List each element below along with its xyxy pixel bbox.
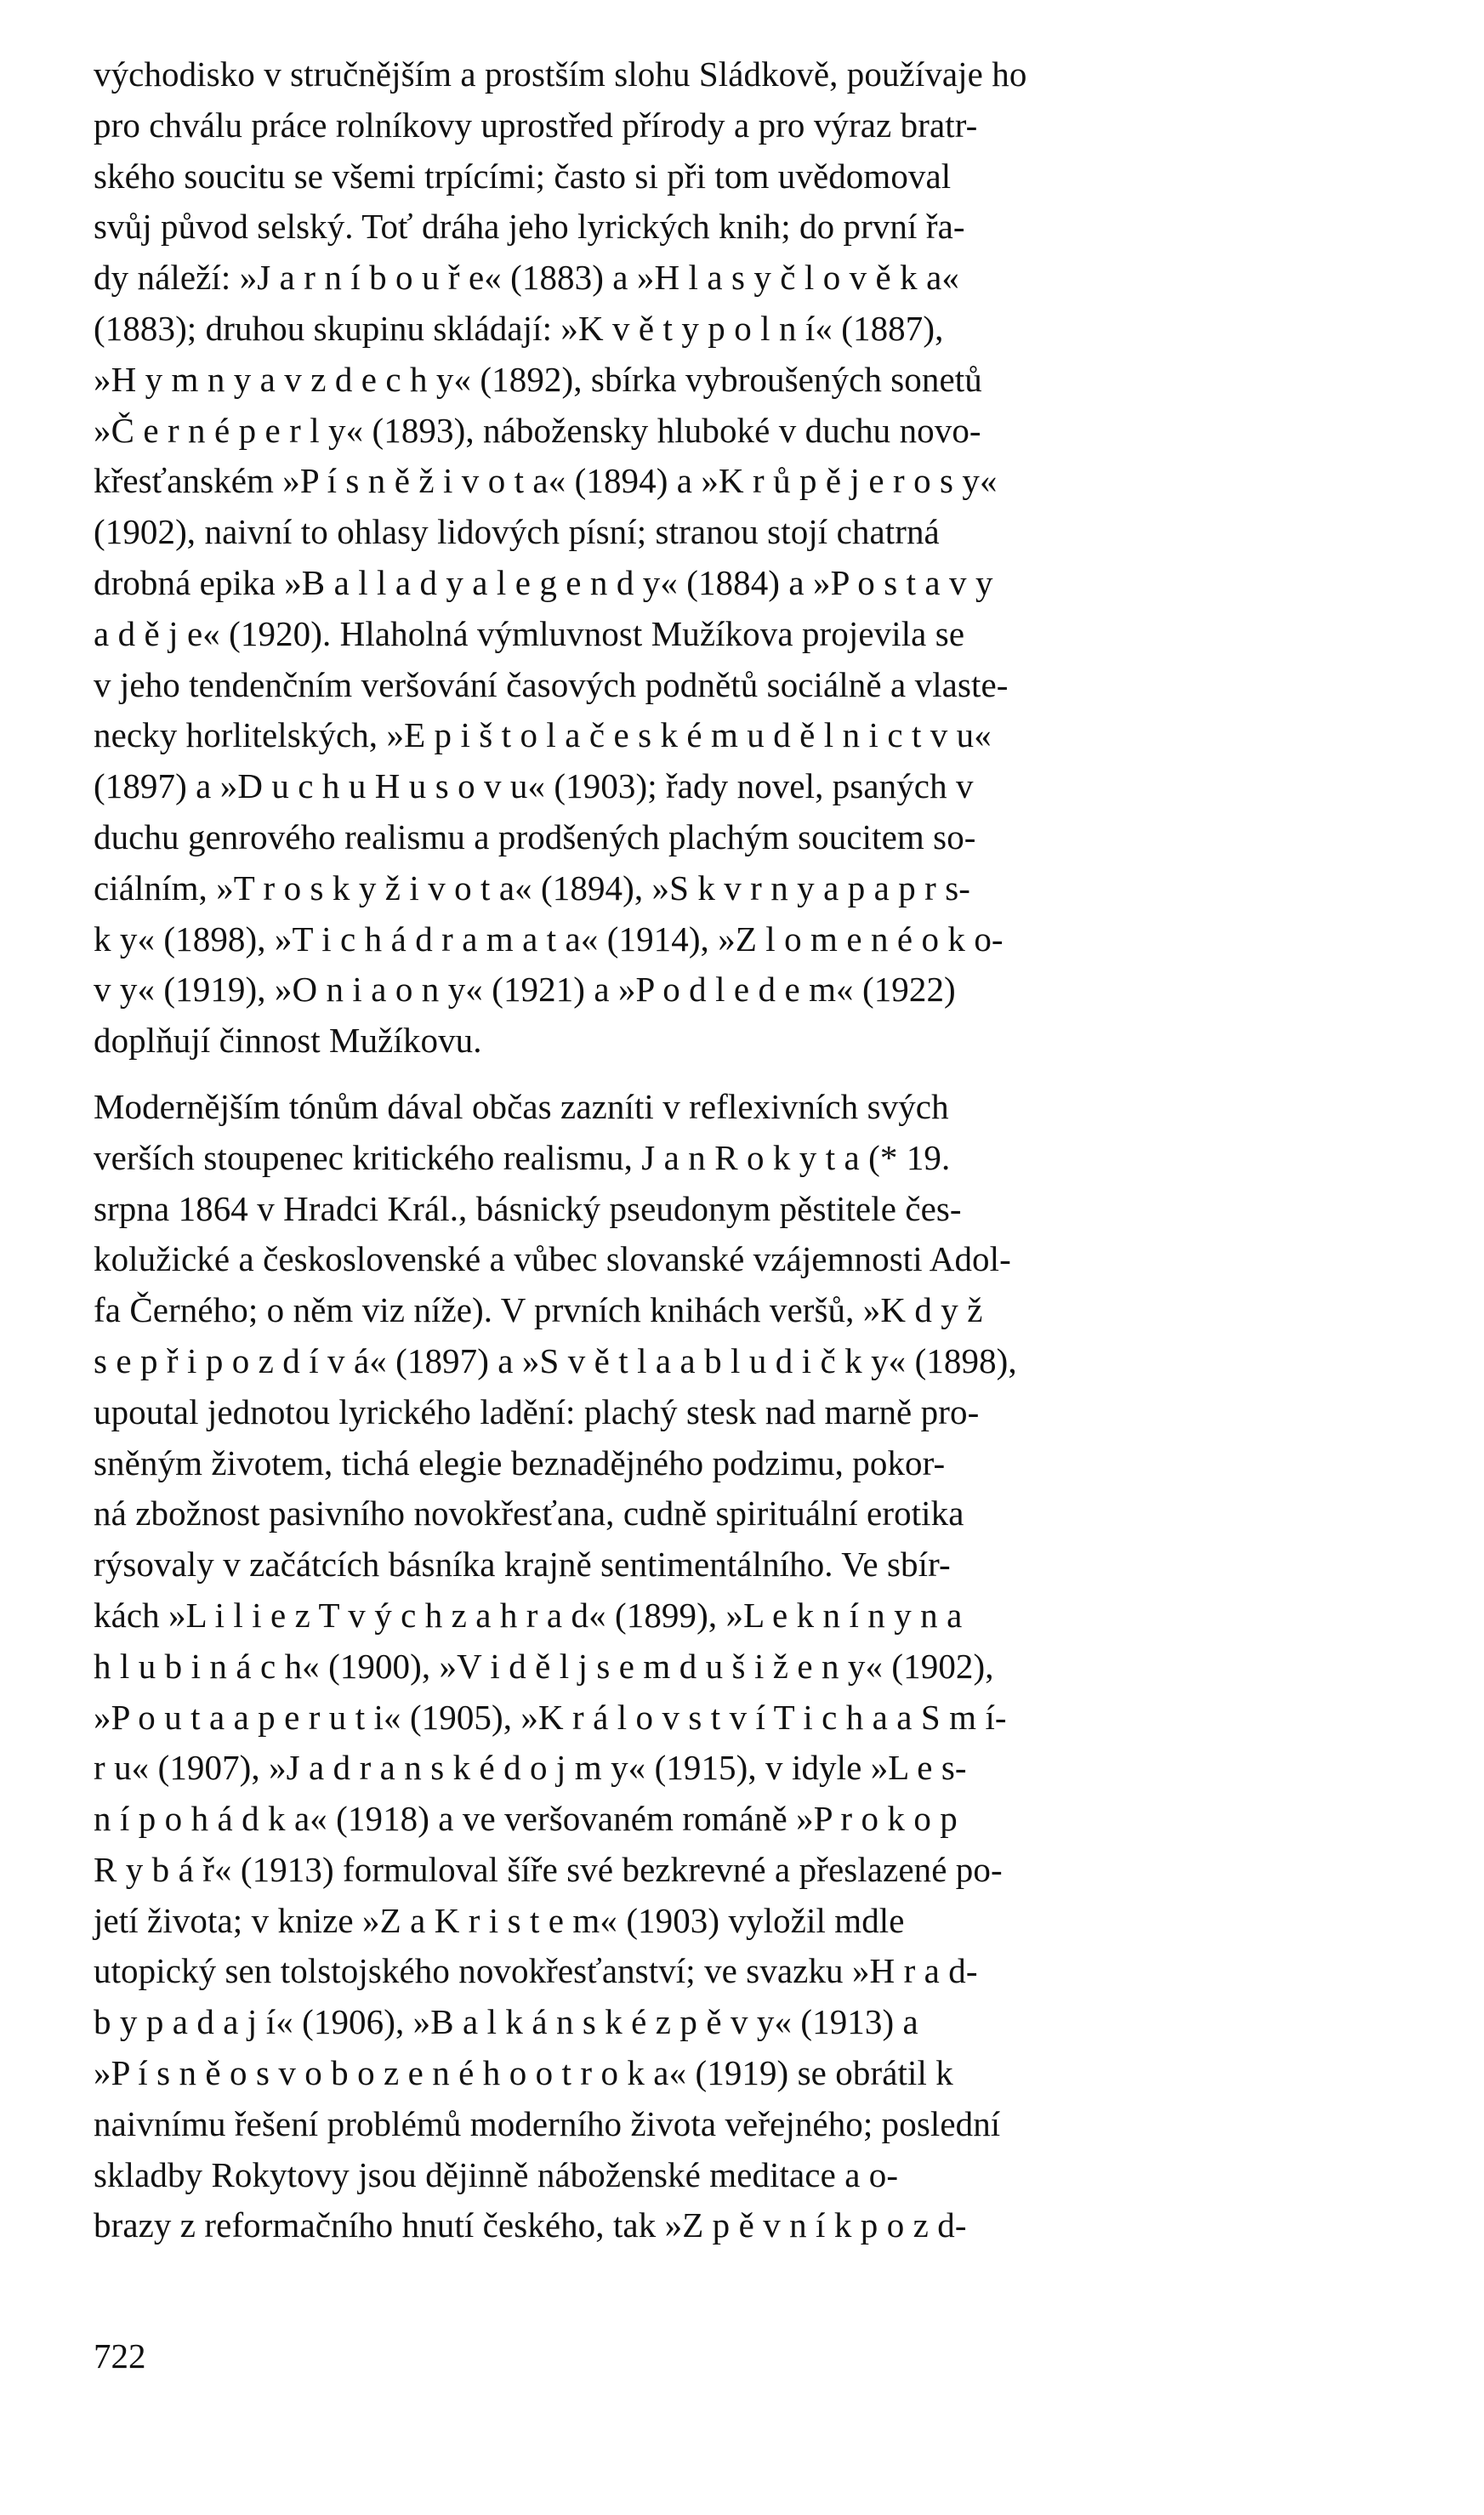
text-line: dy náleží: »J a r n í b o u ř e« (1883) a »H l a s y č l o v ě k a«: [94, 258, 959, 298]
text-line: a d ě j e« (1920). Hlaholná výmluvnost Mužíkova projevila se: [94, 613, 965, 653]
text-line: doplňují činnost Mužíkovu.: [94, 1021, 482, 1061]
text-line: drobná epika »B a l l a d y a l e g e n d y« (1884) a »P o s t a v y: [94, 562, 993, 602]
text-line: brazy z reformačního hnutí českého, tak »Z p ě v n í k p o z d-: [94, 2205, 967, 2245]
text-line: Modernějším tónům dával občas zazníti v reflexivních svých: [94, 1086, 949, 1126]
text-line: pro chválu práce rolníkovy uprostřed přírody a pro výraz bratr-: [94, 105, 978, 145]
text-line: duchu genrového realismu a prodšených plachým soucitem so-: [94, 817, 976, 856]
text-line: verších stoupenec kritického realismu, J a n R o k y t a (* 19.: [94, 1137, 951, 1177]
text-line: kolužické a československé a vůbec slovanské vzájemnosti Adol-: [94, 1239, 1011, 1279]
page-number: 722: [94, 2336, 146, 2376]
paragraph-1: [94, 49, 1412, 1067]
text-line: (1897) a »D u c h u H u s o v u« (1903); řady novel, psaných v: [94, 766, 974, 806]
text-line: rýsovaly v začátcích básníka krajně sentimentálního. Ve sbír-: [94, 1545, 951, 1585]
text-line: h l u b i n á c h« (1900), »V i d ě l j s e m d u š i ž e n y« (1902),: [94, 1646, 994, 1686]
text-line: křesťanském »P í s n ě ž i v o t a« (1894) a »K r ů p ě j e r o s y«: [94, 461, 998, 501]
text-line: n í p o h á d k a« (1918) a ve veršovaném románě »P r o k o p: [94, 1799, 958, 1839]
text-line: ná zbožnost pasivního novokřesťana, cudně spirituální erotika: [94, 1494, 964, 1533]
text-line: sněným životem, tichá elegie beznadějného podzimu, pokor-: [94, 1442, 946, 1482]
text-line: r u« (1907), »J a d r a n s k é d o j m y« (1915), v idyle »L e s-: [94, 1748, 967, 1788]
text-line: jetí života; v knize »Z a K r i s t e m« (1903) vyložil mdle: [94, 1900, 905, 1940]
text-line: skladby Rokytovy jsou dějinně náboženské meditace a o-: [94, 2154, 899, 2194]
text-line: (1883); druhou skupinu skládají: »K v ě t y p o l n í« (1887),: [94, 308, 944, 348]
text-line: »P o u t a a p e r u t i« (1905), »K r á l o v s t v í T i c h a a S m í-: [94, 1697, 1007, 1737]
text-line: svůj původ selský. Toť dráha jeho lyrických knih; do první řa-: [94, 207, 965, 247]
text-line: necky horlitelských, »E p i š t o l a č e s k é m u d ě l n i c t v u«: [94, 715, 992, 755]
text-line: s e p ř i p o z d í v á« (1897) a »S v ě t l a a b l u d i č k y« (1898),: [94, 1340, 1017, 1380]
text-line: upoutal jednotou lyrického ladění: plachý stesk nad marně pro-: [94, 1391, 980, 1431]
paragraph-2: [94, 1082, 1412, 2251]
text-line: ciálním, »T r o s k y ž i v o t a« (1894), »S k v r n y a p a p r s-: [94, 868, 971, 908]
text-line: (1902), naivní to ohlasy lidových písní; stranou stojí chatrná: [94, 512, 940, 552]
text-line: naivnímu řešení problémů moderního života veřejného; poslední: [94, 2103, 1001, 2143]
text-line: b y p a d a j í« (1906), »B a l k á n s k é z p ě v y« (1913) a: [94, 2002, 918, 2042]
text-line: v jeho tendenčním veršování časových podnětů sociálně a vlaste-: [94, 664, 1009, 704]
text-line: v y« (1919), »O n i a o n y« (1921) a »P o d l e d e m« (1922): [94, 970, 956, 1010]
text-line: srpna 1864 v Hradci Král., básnický pseudonym pěstitele čes-: [94, 1188, 962, 1228]
text-line: k y« (1898), »T i c h á d r a m a t a« (1914), »Z l o m e n é o k o-: [94, 919, 1004, 959]
text-line: utopický sen tolstojského novokřesťanství; ve svazku »H r a d-: [94, 1951, 978, 1991]
text-line: kách »L i l i e z T v ý c h z a h r a d« (1899), »L e k n í n y n a: [94, 1595, 963, 1635]
text-line: východisko v stručnějším a prostším slohu Sládkově, používaje ho: [94, 54, 1027, 94]
paragraph-gap: [94, 1067, 1412, 1082]
text-line: »P í s n ě o s v o b o z e n é h o o t r o k a« (1919) se obrátil k: [94, 2053, 953, 2093]
text-line: »H y m n y a v z d e c h y« (1892), sbírka vybroušených sonetů: [94, 359, 982, 399]
page-body: [94, 49, 1412, 2251]
text-line: fa Černého; o něm viz níže). V prvních knihách veršů, »K d y ž: [94, 1290, 983, 1330]
text-line: R y b á ř« (1913) formuloval šíře své bezkrevné a přeslazené po-: [94, 1849, 1003, 1889]
text-line: »Č e r n é p e r l y« (1893), nábožensky hluboké v duchu novo-: [94, 410, 981, 450]
text-line: ského soucitu se všemi trpícími; často si při tom uvědomoval: [94, 156, 952, 196]
